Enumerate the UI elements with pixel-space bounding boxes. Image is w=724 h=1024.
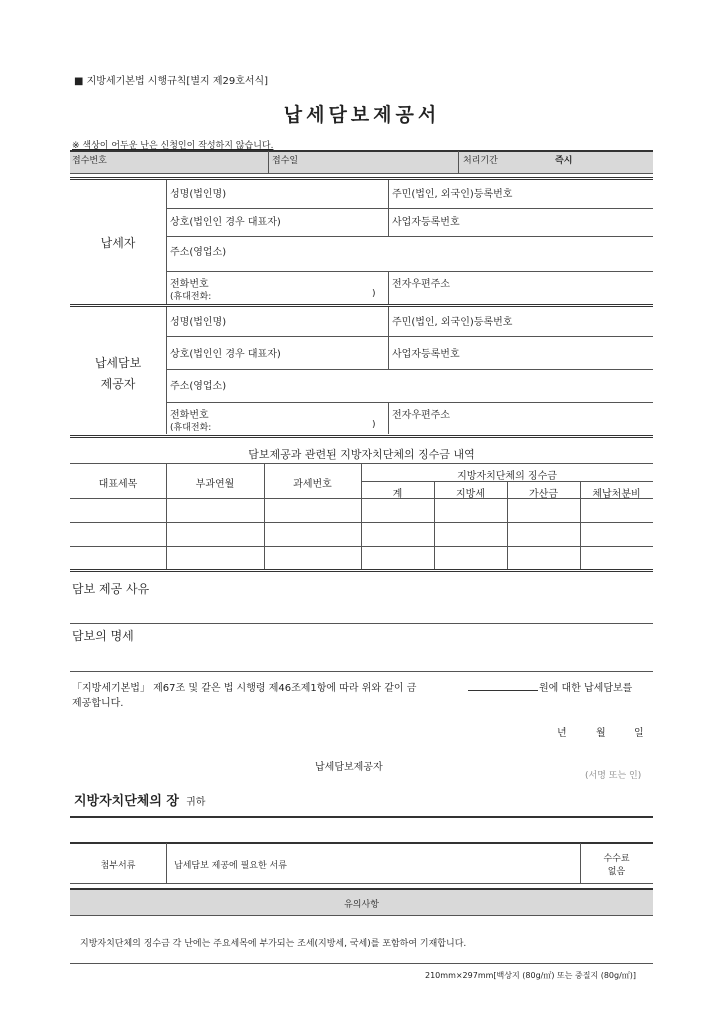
col-tax-item: 대표세목 xyxy=(98,479,138,490)
col-total: 계 xyxy=(392,489,403,500)
notice-text: 지방자치단체의 징수금 각 난에는 주요세목에 부가되는 조세(지방세, 국세)를 포함하여 기재합니다. xyxy=(80,939,467,949)
col-year-month: 부과연월 xyxy=(195,479,235,490)
statement-line1-b: 원에 대한 납세담보를 xyxy=(539,683,633,694)
provider-email-label: 전자우편주소 xyxy=(392,410,450,421)
reason-label: 담보 제공 사유 xyxy=(72,582,150,596)
collection-title: 담보제공과 관련된 지방자치단체의 징수금 내역 xyxy=(248,448,475,461)
form-note: ※ 색상이 어두운 난은 신청인이 작성하지 않습니다. xyxy=(72,141,274,151)
recipient xyxy=(74,790,205,809)
col-delinquency-fee: 체납처분비 xyxy=(592,489,641,500)
recipient-name: 지방자치단체의 장 xyxy=(74,794,179,809)
taxpayer-address-label: 주소(영업소) xyxy=(170,247,227,258)
form-rule-reference xyxy=(74,72,268,87)
recipient-suffix: 귀하 xyxy=(186,797,206,808)
provider-name-label: 성명(법인명) xyxy=(170,317,227,328)
signer-label: 납세담보제공자 xyxy=(315,762,383,773)
fee-value: 없음 xyxy=(607,867,626,877)
col-collection-group: 지방자치단체의 징수금 xyxy=(457,471,557,482)
provider-section-label xyxy=(70,354,166,392)
signature-placeholder: (서명 또는 인) xyxy=(585,771,642,781)
processing-period-value: 즉시 xyxy=(555,156,573,166)
taxpayer-phone-label: 전화번호 xyxy=(170,279,209,290)
receipt-date-label: 접수일 xyxy=(272,156,299,166)
col-surcharge: 가산금 xyxy=(529,489,558,500)
taxpayer-email-label: 전자우편주소 xyxy=(392,279,450,290)
processing-period-label: 처리기간 xyxy=(463,156,498,166)
rule-text: 지방세기본법 시행규칙[별지 제29호서식] xyxy=(86,76,269,87)
taxpayer-mobile-label: (휴대전화: xyxy=(170,292,212,302)
provider-label-line2: 제공자 xyxy=(100,377,136,391)
notice-title: 유의사항 xyxy=(344,900,379,910)
amount-blank-line xyxy=(468,690,538,691)
receipt-number-label: 접수번호 xyxy=(72,156,107,166)
taxpayer-section-label: 납세자 xyxy=(100,236,136,250)
col-tax-number: 과세번호 xyxy=(293,479,332,490)
date-year-label: 년 xyxy=(557,728,567,739)
col-local-tax: 지방세 xyxy=(456,489,485,500)
provider-id-label: 주민(법인, 외국인)등록번호 xyxy=(392,317,513,328)
statement-line1-a: 「지방세기본법」 제67조 및 같은 법 시행령 제46조제1항에 따라 위와 같이 금 xyxy=(72,683,417,694)
provider-biz-label: 사업자등록번호 xyxy=(392,349,460,360)
detail-label: 담보의 명세 xyxy=(72,629,134,643)
fee-label: 수수료 xyxy=(603,854,630,864)
taxpayer-trade-label: 상호(법인인 경우 대표자) xyxy=(170,217,281,228)
statement-line2: 제공합니다. xyxy=(72,698,124,709)
provider-mobile-label: (휴대전화: xyxy=(170,423,212,433)
date-month-label: 월 xyxy=(596,728,606,739)
taxpayer-mobile-close: ) xyxy=(372,289,376,299)
attachment-content: 납세담보 제공에 필요한 서류 xyxy=(174,861,287,871)
provider-phone-label: 전화번호 xyxy=(170,410,209,421)
taxpayer-id-label: 주민(법인, 외국인)등록번호 xyxy=(392,189,513,200)
taxpayer-name-label: 성명(법인명) xyxy=(170,189,227,200)
provider-address-label: 주소(영업소) xyxy=(170,381,227,392)
date-day-label: 일 xyxy=(634,728,644,739)
provider-trade-label: 상호(법인인 경우 대표자) xyxy=(170,349,281,360)
attachment-label: 첨부서류 xyxy=(100,861,136,871)
provider-label-line1: 납세담보 xyxy=(94,356,142,370)
page-title: 납세담보제공서 xyxy=(283,104,441,126)
provider-mobile-close: ) xyxy=(372,420,376,430)
taxpayer-biz-label: 사업자등록번호 xyxy=(392,217,460,228)
paper-spec-footer: 210mm×297mm[백상지 (80g/㎡) 또는 중질지 (80g/㎡)] xyxy=(425,971,637,980)
square-bullet-icon: ■ xyxy=(74,76,84,87)
